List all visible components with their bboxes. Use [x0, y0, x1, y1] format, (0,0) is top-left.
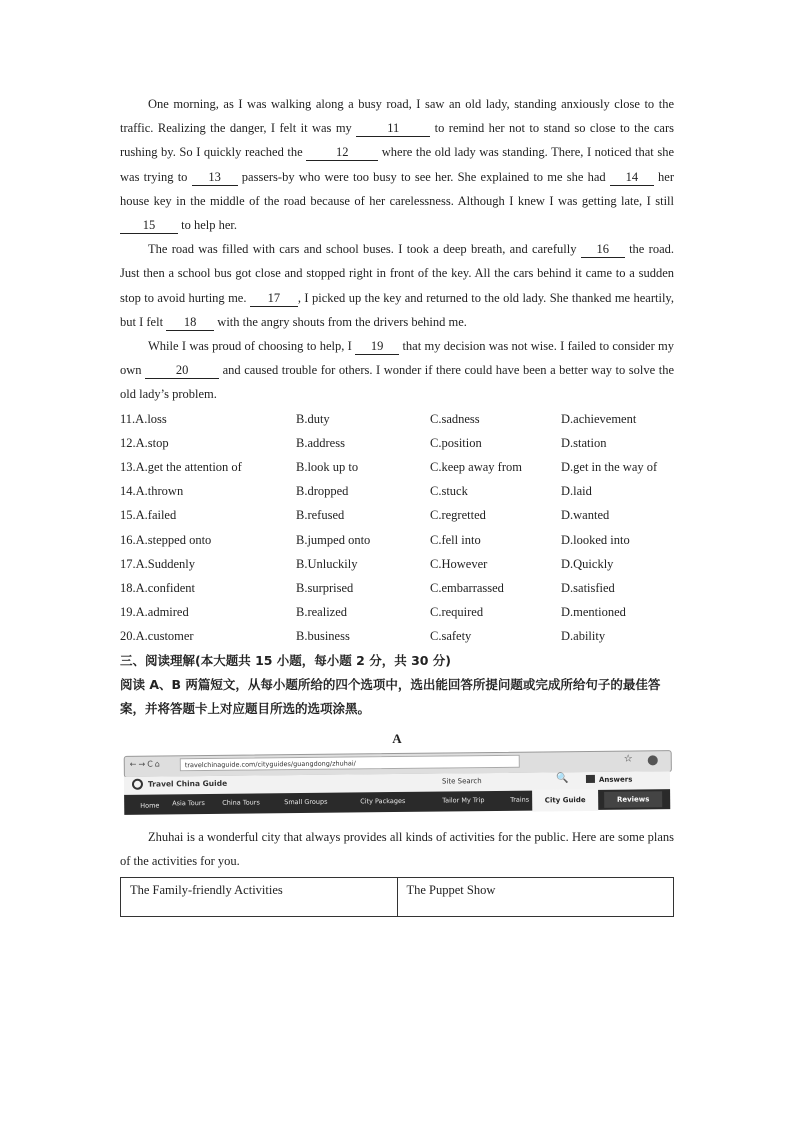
passage-paragraph-2 [120, 237, 674, 334]
table-cell-puppet-show: The Puppet Show [397, 877, 674, 916]
option-15-b: B.refused [296, 508, 345, 523]
option-row [120, 455, 674, 479]
option-17-d: D.Quickly [561, 556, 614, 571]
profile-icon [648, 755, 658, 765]
site-logo: Travel China Guide [147, 778, 228, 789]
option-14-a: 14.A.thrown [120, 484, 184, 499]
passage-text: The road was filled with cars and school buses. I took a deep breath, and carefully [148, 242, 581, 257]
option-14-c: C.stuck [430, 484, 468, 499]
blank-19: 19 [355, 338, 399, 355]
option-20-a: 20.A.customer [120, 629, 194, 644]
blank-12: 12 [306, 144, 378, 161]
activities-table [120, 877, 674, 917]
option-16-b: B.jumped onto [296, 532, 371, 547]
option-18-b: B.surprised [296, 580, 354, 595]
option-20-d: D.ability [561, 629, 606, 644]
blank-11: 11 [356, 120, 430, 137]
option-11-c: C.sadness [430, 411, 480, 426]
passage-text: While I was proud of choosing to help, I [148, 339, 356, 354]
passage-text: where the old lady was standing. There, I noticed that she was trying to [120, 145, 674, 184]
option-19-a: 19.A.admired [120, 605, 189, 620]
search-icon: 🔍 [555, 772, 569, 784]
option-14-b: B.dropped [296, 484, 349, 499]
table-row [121, 877, 674, 916]
blank-16: 16 [581, 241, 625, 258]
answers-icon [586, 774, 595, 782]
menu-item-china-tours: China Tours [222, 797, 260, 807]
option-15-d: D.wanted [561, 508, 610, 523]
option-16-c: C.fell into [430, 532, 481, 547]
option-16-d: D.looked into [561, 532, 630, 547]
option-19-c: C.required [430, 605, 484, 620]
option-row [120, 407, 674, 431]
passage-text: passers-by who were too busy to see her. She explained to me she had [237, 169, 610, 184]
blank-13: 13 [192, 169, 238, 186]
option-row [120, 552, 674, 576]
option-row [120, 479, 674, 503]
option-row [120, 576, 674, 600]
option-13-a: 13.A.get the attention of [120, 460, 242, 475]
option-15-a: 15.A.failed [120, 508, 177, 523]
answer-options [120, 407, 674, 649]
option-13-b: B.look up to [296, 460, 359, 475]
menu-item-city-guide: City Guide [532, 788, 598, 811]
passage-paragraph-3 [120, 334, 674, 407]
option-16-a: 16.A.stepped onto [120, 532, 212, 547]
option-18-a: 18.A.confident [120, 580, 195, 595]
star-icon: ☆ [623, 753, 633, 765]
passage-text: that my decision was not wise. I failed to consider my own [120, 339, 675, 378]
section-instruction: 阅读 A、B 两篇短文，从每小题所给的四个选项中，选出能回答所提问题或完成所给句子的最佳答案，并将答题卡上对应题目所选的选项涂黑。 [120, 676, 661, 716]
option-row [120, 528, 674, 552]
menu-item-tailor-my-trip: Tailor My Trip [442, 795, 485, 805]
blank-18: 18 [166, 314, 214, 331]
option-15-c: C.regretted [430, 508, 486, 523]
option-13-d: D.get in the way of [561, 460, 658, 475]
option-18-c: C.embarrassed [430, 580, 504, 595]
option-12-c: C.position [430, 435, 482, 450]
table-cell-family-activities: The Family-friendly Activities [121, 877, 398, 916]
menu-item-city-packages: City Packages [360, 796, 406, 805]
passage-text: and caused trouble for others. I wonder if there could have been a better way to solve the old lady’s problem. [120, 363, 674, 402]
blank-20: 20 [145, 362, 219, 379]
option-19-d: D.mentioned [561, 605, 626, 620]
site-search-label: Site Search [441, 776, 482, 786]
option-14-d: D.laid [561, 484, 592, 499]
logo-icon [132, 778, 143, 789]
page-content [120, 92, 674, 917]
passage-text: to help her. [178, 218, 238, 233]
option-11-b: B.duty [296, 411, 330, 426]
address-bar: travelchinaguide.com/cityguides/guangdong/zhuhai/ [180, 754, 520, 771]
blank-15: 15 [120, 217, 178, 234]
passage-text: her house key in the middle of the road because of her carelessness. Although I knew I was getting late, I still [120, 169, 674, 208]
intro-paragraph: Zhuhai is a wonderful city that always provides all kinds of activities for the public. Here are some plans of the activities for you. [120, 829, 674, 868]
option-19-b: B.realized [296, 605, 348, 620]
browser-nav-icons: ←→C⌂ [129, 758, 162, 769]
menu-item-trains: Trains [510, 795, 530, 804]
option-17-c: C.However [430, 556, 488, 571]
option-17-a: 17.A.Suddenly [120, 556, 195, 571]
option-12-d: D.station [561, 435, 607, 450]
option-row [120, 624, 674, 648]
passage-label: A [392, 730, 402, 746]
blank-17: 17 [250, 290, 298, 307]
option-18-d: D.satisfied [561, 580, 615, 595]
option-13-c: C.keep away from [430, 460, 522, 475]
website-screenshot [124, 750, 671, 818]
option-12-b: B.address [296, 435, 345, 450]
option-row [120, 431, 674, 455]
section-title: 三、阅读理解(本大题共 15 小题，每小题 2 分，共 30 分) [120, 652, 452, 668]
answers-label: Answers [598, 775, 633, 784]
option-17-b: B.Unluckily [296, 556, 358, 571]
passage-text: to remind her not to stand so close to the cars rushing by. So I quickly reached the [120, 121, 674, 160]
option-11-a: 11.A.loss [120, 411, 167, 426]
option-11-d: D.achievement [561, 411, 637, 426]
answers-link [586, 774, 632, 783]
passage-text: with the angry shouts from the drivers behind me. [214, 314, 467, 329]
passage-text: , I picked up the key and returned to the old lady. She thanked me heartily, but I felt [120, 290, 674, 329]
menu-item-home: Home [140, 801, 160, 810]
passage-text: the road. Just then a school bus got close and stopped right in front of the key. All the cars behind it came to a sudden stop to avoid hurting me. [120, 242, 674, 305]
option-20-c: C.safety [430, 629, 472, 644]
option-20-b: B.business [296, 629, 350, 644]
option-row [120, 503, 674, 527]
passage-paragraph-1 [120, 92, 674, 237]
option-12-a: 12.A.stop [120, 435, 169, 450]
menu-item-asia-tours: Asia Tours [172, 798, 205, 807]
blank-14: 14 [610, 169, 654, 186]
menu-item-small-groups: Small Groups [284, 797, 328, 806]
menu-item-reviews: Reviews [604, 791, 662, 808]
option-row [120, 600, 674, 624]
passage-text: One morning, as I was walking along a busy road, I saw an old lady, standing anxiously close to the traffic. Realizing the danger, I felt it was my [120, 97, 674, 136]
